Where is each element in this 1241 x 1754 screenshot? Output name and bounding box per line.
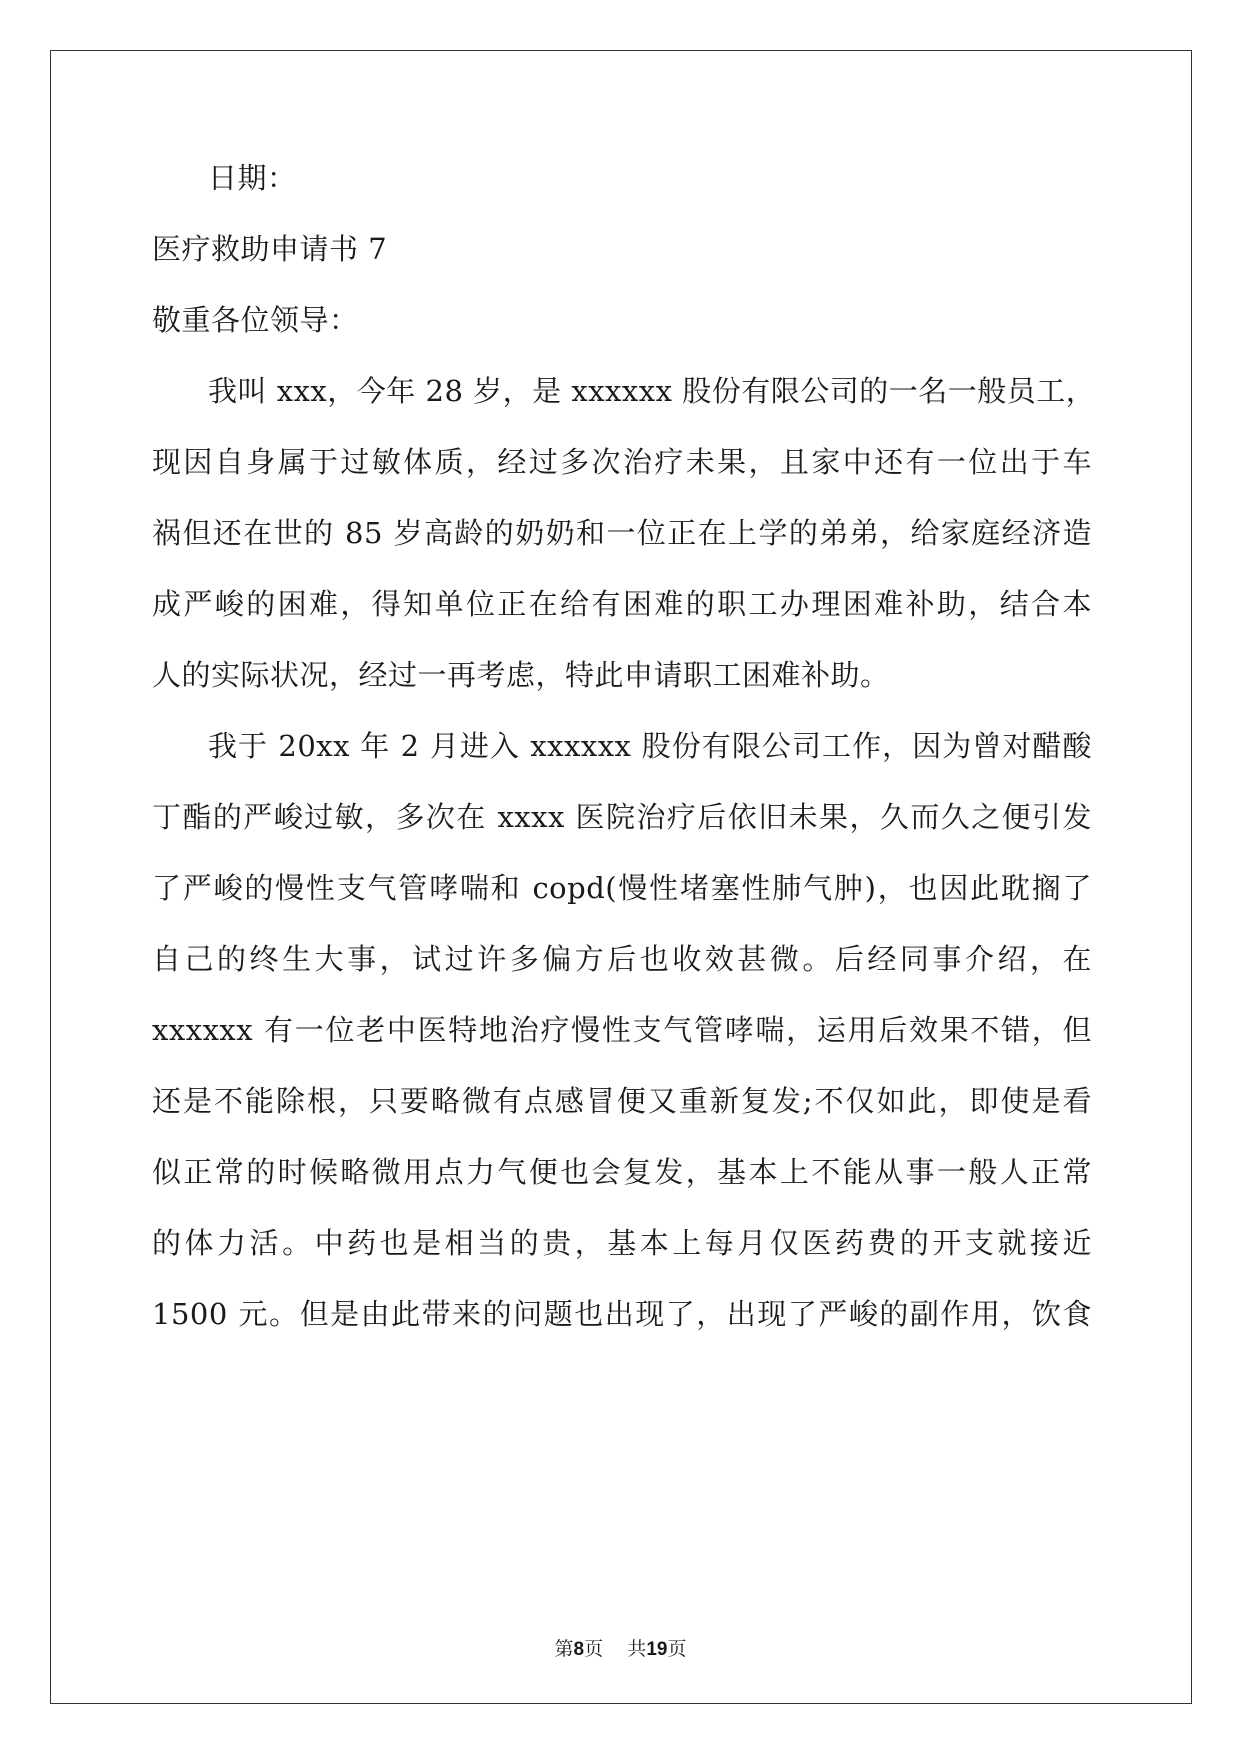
- paragraph-line: 祸但还在世的 85 岁高龄的奶奶和一位正在上学的弟弟，给家庭经济造: [152, 516, 1092, 550]
- paragraph-line: 人的实际状况，经过一再考虑，特此申请职工困难补助。: [152, 658, 890, 692]
- paragraph-line: 似正常的时候略微用点力气便也会复发，基本上不能从事一般人正常: [152, 1155, 1092, 1189]
- paragraph-line: 现因自身属于过敏体质，经过多次治疗未果，且家中还有一位出于车: [152, 445, 1092, 479]
- date-line: 日期：: [208, 161, 297, 195]
- document-title: 医疗救助申请书 7: [152, 232, 388, 266]
- total-pages: 19: [646, 1639, 668, 1660]
- page-suffix: 页: [584, 1638, 604, 1660]
- paragraph-line: 自己的终生大事，试过许多偏方后也收效甚微。后经同事介绍，在: [152, 942, 1092, 976]
- paragraph-line: 1500 元。但是由此带来的问题也出现了，出现了严峻的副作用，饮食: [152, 1297, 1092, 1331]
- paragraph-line: 还是不能除根，只要略微有点感冒便又重新复发;不仅如此，即使是看: [152, 1084, 1092, 1118]
- paragraph-line: xxxxxx 有一位老中医特地治疗慢性支气管哮喘，运用后效果不错，但: [152, 1013, 1092, 1047]
- page-number: 8: [573, 1639, 585, 1660]
- paragraph-line: 我于 20xx 年 2 月进入 xxxxxx 股份有限公司工作，因为曾对醋酸: [208, 729, 1092, 763]
- paragraph-line: 丁酯的严峻过敏，多次在 xxxx 医院治疗后依旧未果，久而久之便引发: [152, 800, 1092, 834]
- total-prefix: 共: [627, 1638, 647, 1660]
- total-suffix: 页: [667, 1638, 687, 1660]
- page-prefix: 第: [554, 1638, 574, 1660]
- paragraph-line: 了严峻的慢性支气管哮喘和 copd(慢性堵塞性肺气肿)，也因此耽搁了: [152, 871, 1092, 905]
- paragraph-line: 我叫 xxx，今年 28 岁，是 xxxxxx 股份有限公司的一名一般员工，: [208, 374, 1096, 408]
- page-footer: [0, 1637, 1241, 1662]
- salutation: 敬重各位领导：: [152, 303, 359, 337]
- paragraph-line: 的体力活。中药也是相当的贵，基本上每月仅医药费的开支就接近: [152, 1226, 1092, 1260]
- paragraph-line: 成严峻的困难，得知单位正在给有困难的职工办理困难补助，结合本: [152, 587, 1092, 621]
